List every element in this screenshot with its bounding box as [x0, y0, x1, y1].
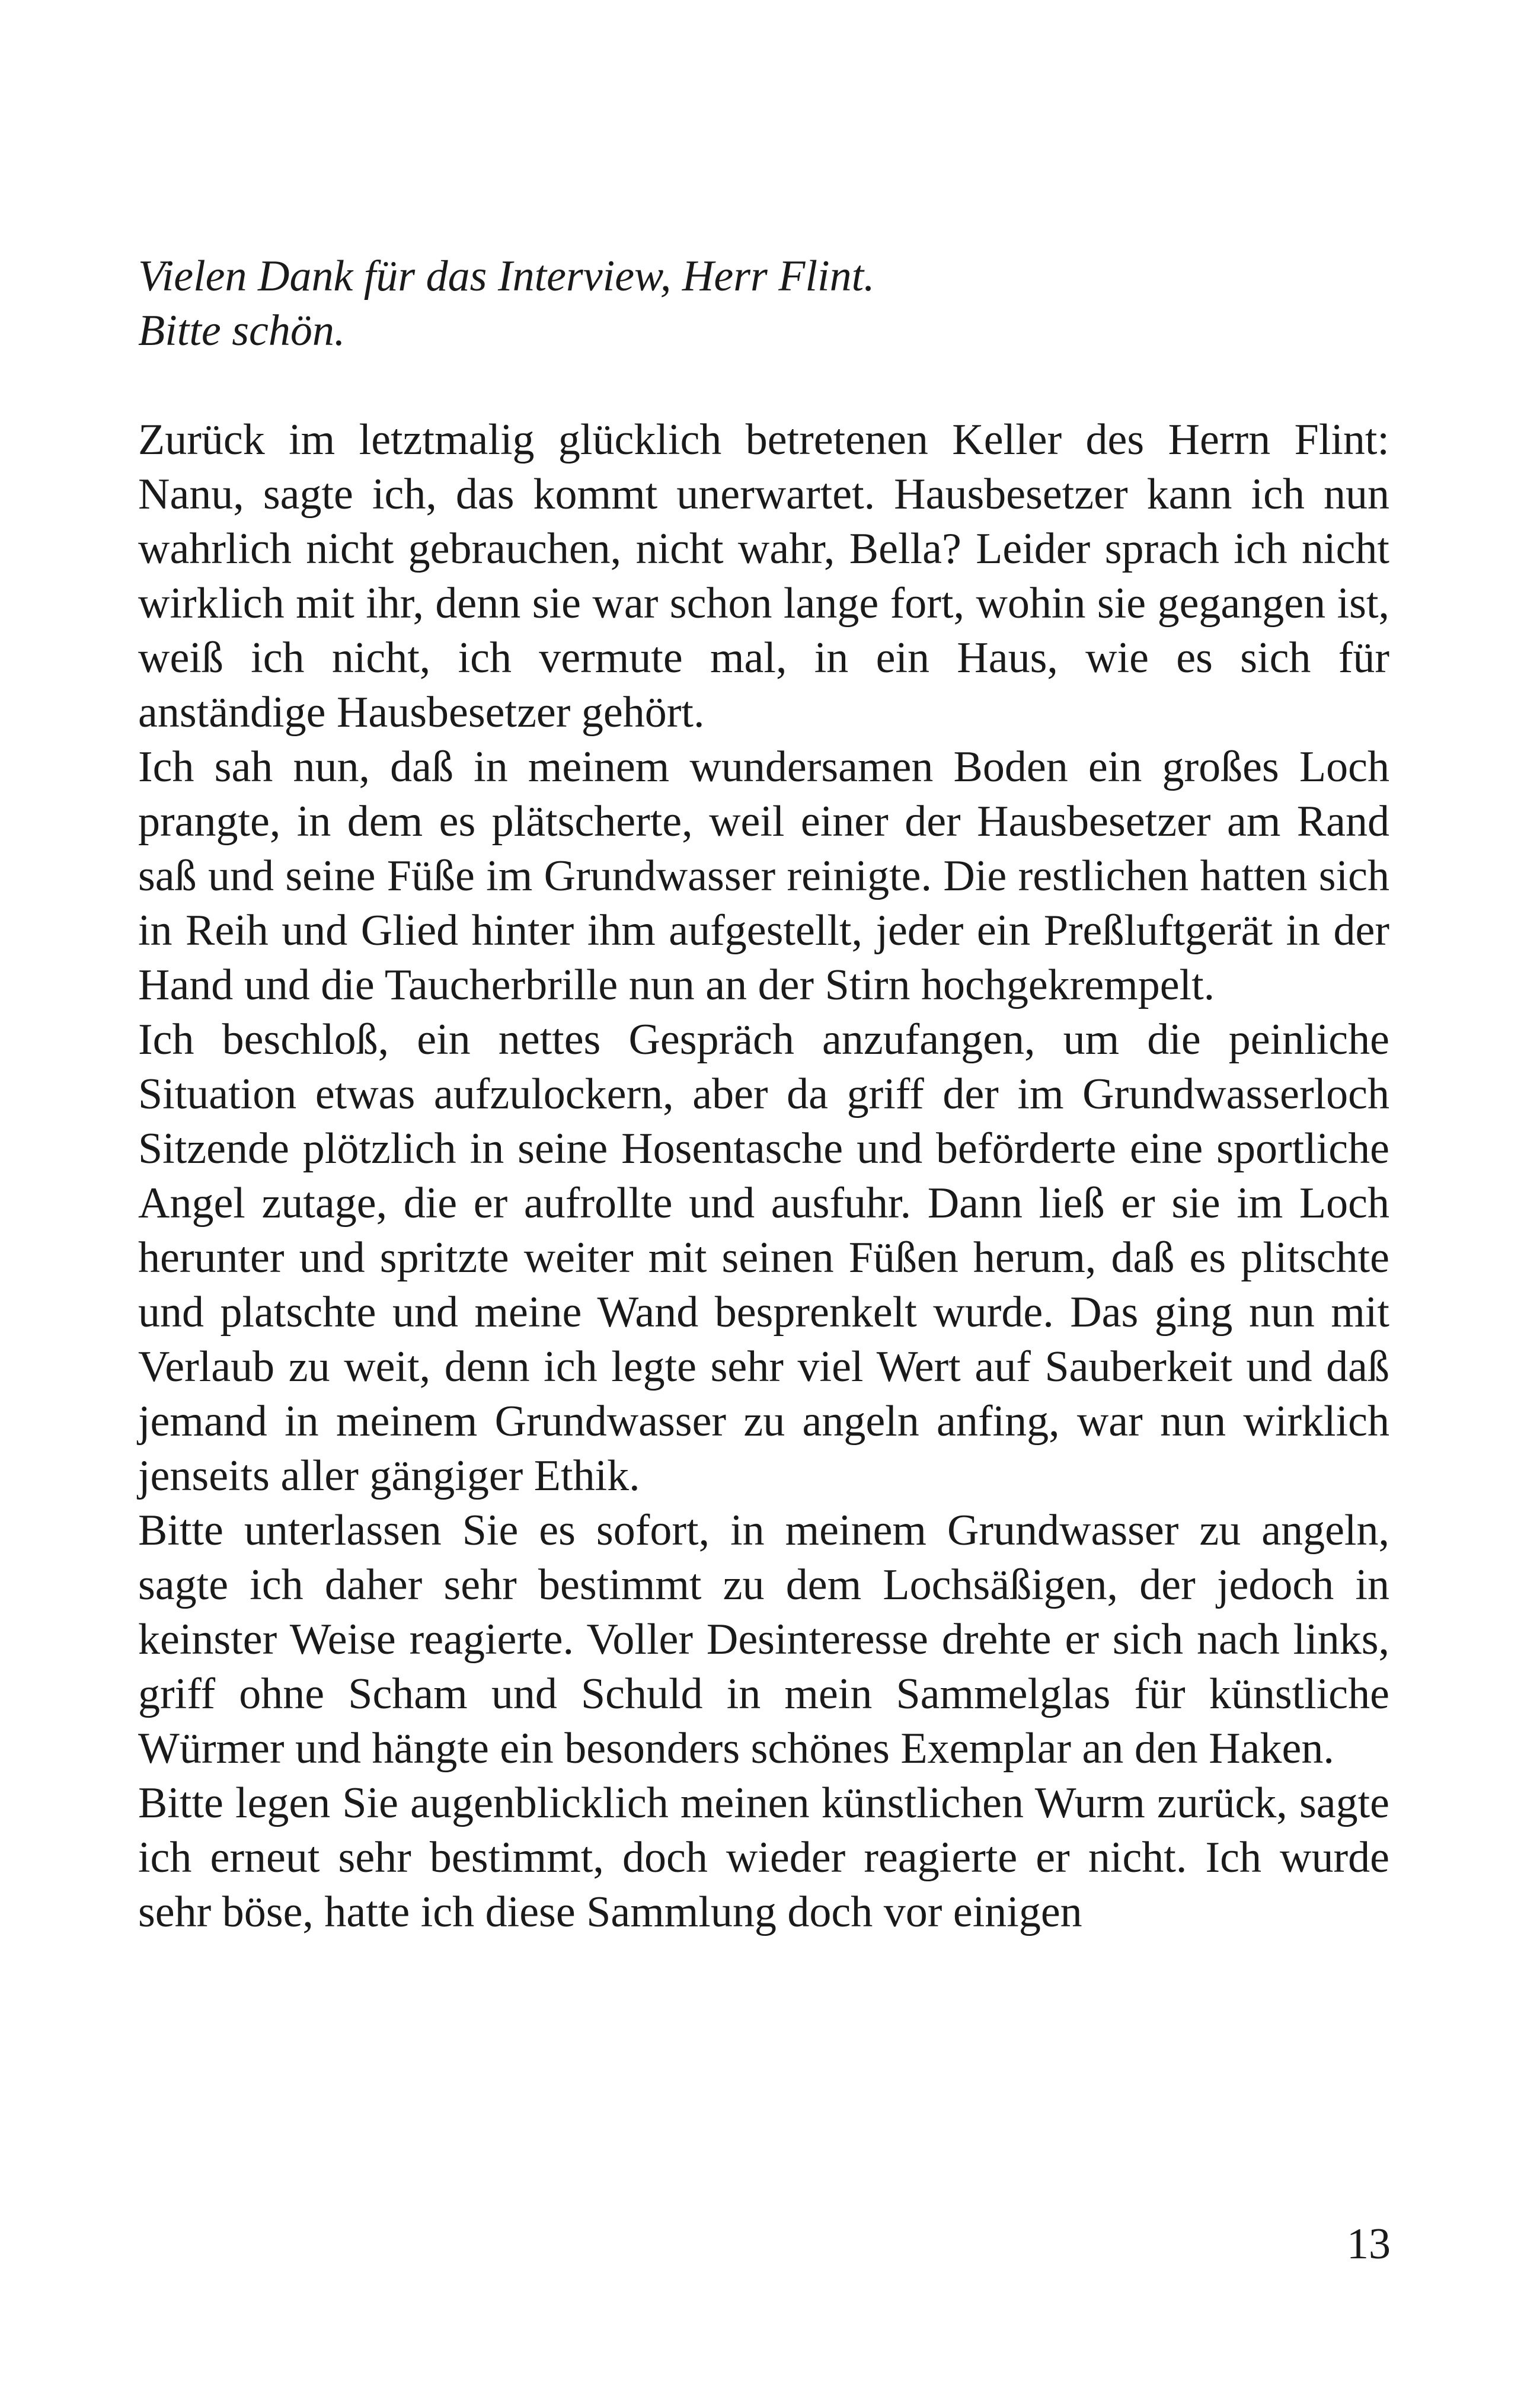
dialogue [138, 249, 1389, 358]
text-block [138, 249, 1389, 1939]
paragraph: Bitte legen Sie augenblicklich meinen künstlichen Wurm zurück, sagte ich erneut sehr bestimmt, doch wieder reagierte er nicht. Ich wurde sehr böse, hatte ich diese Sammlung doch vor einigen [138, 1779, 1389, 1936]
blank-line [138, 358, 1389, 413]
paragraph: Bitte unterlassen Sie es sofort, in meinem Grundwasser zu angeln, sagte ich daher sehr bestimmt zu dem Lochsäßigen, der jedoch in keinster Weise reagierte. Voller Desinteresse drehte er sich nach links, griff ohne Scham und Schuld in mein Sammelglas für künstliche Würmer und hängte ein besonders schönes Exemplar an den Haken. [138, 1506, 1389, 1773]
page-number: 13 [1347, 2220, 1391, 2268]
paragraph: Ich beschloß, ein nettes Gespräch anzufangen, um die peinliche Situation etwas aufzulockern, aber da griff der im Grundwasserloch Sitzende plötzlich in seine Hosentasche und beförderte eine sportliche Angel zutage, die er aufrollte und ausfuhr. Dann ließ er sie im Loch herunter und spritzte weiter mit seinen Füßen herum, daß es plitschte und platschte und meine Wand besprenkelt wurde. Das ging nun mit Verlaub zu weit, denn ich legte sehr viel Wert auf Sauberkeit und daß jemand in meinem Grundwasser zu angeln anfing, war nun wirklich jenseits aller gängiger Ethik. [138, 1015, 1389, 1500]
dialogue-line-answer: Bitte schön. [138, 306, 346, 355]
paragraph: Zurück im letztmalig glücklich betretenen Keller des Herrn Flint: Nanu, sagte ich, das kommt unerwartet. Hausbesetzer kann ich nun wahrlich nicht gebrauchen, nicht wahr, Bella? Leider sprach ich nicht wirklich mit ihr, denn sie war schon lange fort, wohin sie gegangen ist, weiß ich nicht, ich vermute mal, in ein Haus, wie es sich für anständige Hausbesetzer gehört. [138, 416, 1389, 737]
paragraph: Ich sah nun, daß in meinem wundersamen Boden ein großes Loch prangte, in dem es plätscherte, weil einer der Hausbesetzer am Rand saß und seine Füße im Grundwasser reinigte. Die restlichen hatten sich in Reih und Glied hinter ihm aufgestellt, jeder ein Preßluftgerät in der Hand und die Taucherbrille nun an der Stirn hochgekrempelt. [138, 743, 1389, 1009]
dialogue-line-question: Vielen Dank für das Interview, Herr Flint. [138, 252, 875, 301]
